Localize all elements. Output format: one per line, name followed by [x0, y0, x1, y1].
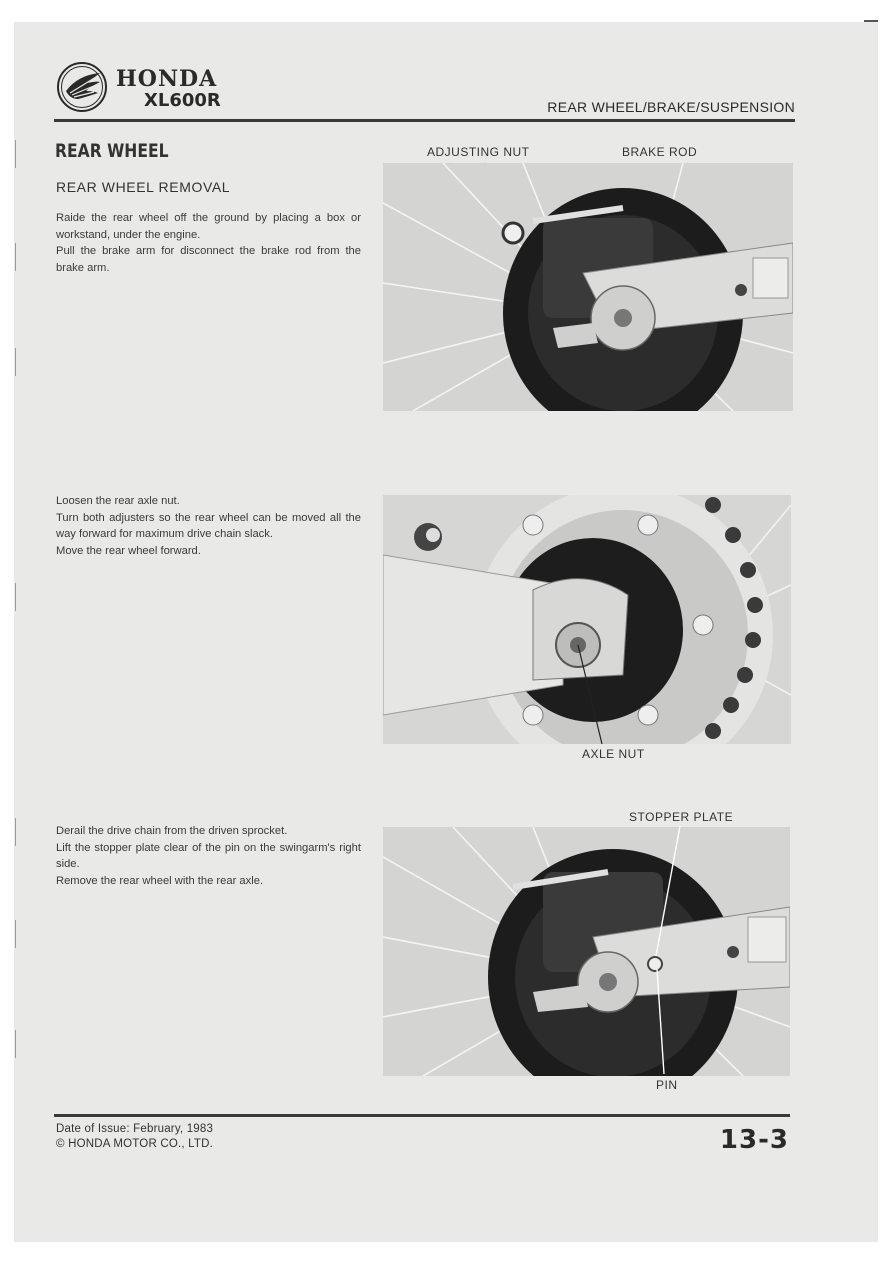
page-title: REAR WHEEL: [55, 140, 169, 162]
header-rule: [54, 119, 795, 122]
step-1-line: Pull the brake arm for disconnect the brake rod from the brake arm.: [56, 245, 361, 274]
page-number: 13-3: [719, 1125, 789, 1155]
binder-mark: [15, 583, 30, 611]
adjusting-nut-label: ADJUSTING NUT: [427, 145, 530, 159]
binder-mark: [15, 818, 30, 846]
step-1-text: [56, 210, 361, 276]
footer-rule: [54, 1114, 790, 1117]
callout-leaders: [570, 640, 610, 750]
photo-stopper-plate: [383, 827, 790, 1076]
step-2-text: [56, 493, 361, 559]
binder-mark: [15, 348, 30, 376]
model-name: XL600R: [144, 90, 221, 111]
pin-label: PIN: [656, 1078, 678, 1092]
section-subtitle: REAR WHEEL REMOVAL: [56, 179, 231, 195]
photo-brake-arm: [383, 163, 793, 411]
honda-wing-logo-icon: [56, 61, 108, 113]
binder-mark: [15, 243, 30, 271]
step-2-line: Move the rear wheel forward.: [56, 544, 201, 557]
step-3-line: Derail the drive chain from the driven sprocket.: [56, 825, 288, 837]
step-2-line: Loosen the rear axle nut.: [56, 495, 180, 507]
brand-name: HONDA: [116, 66, 218, 92]
step-3-text: [56, 823, 361, 889]
copyright: © HONDA MOTOR CO., LTD.: [56, 1138, 214, 1150]
axle-nut-label: AXLE NUT: [582, 747, 645, 761]
step-2-line: Turn both adjusters so the rear wheel can be moved all the way forward for maximum drive chain slack.: [56, 511, 361, 540]
step-3-line: Remove the rear wheel with the rear axle.: [56, 874, 264, 887]
section-header: REAR WHEEL/BRAKE/SUSPENSION: [547, 99, 795, 115]
binder-mark: [15, 920, 30, 948]
binder-mark: [15, 140, 30, 168]
binder-mark: [15, 1030, 30, 1058]
crop-mark: [864, 20, 878, 22]
step-1-line: Raide the rear wheel off the ground by placing a box or workstand, under the engine.: [56, 212, 361, 241]
issue-date: Date of Issue: February, 1983: [56, 1123, 214, 1135]
stopper-plate-label: STOPPER PLATE: [629, 810, 734, 824]
callout-leaders: [640, 824, 700, 1079]
step-3-line: Lift the stopper plate clear of the pin on the swingarm's right side.: [56, 841, 361, 870]
brake-rod-label: BRAKE ROD: [622, 145, 698, 159]
